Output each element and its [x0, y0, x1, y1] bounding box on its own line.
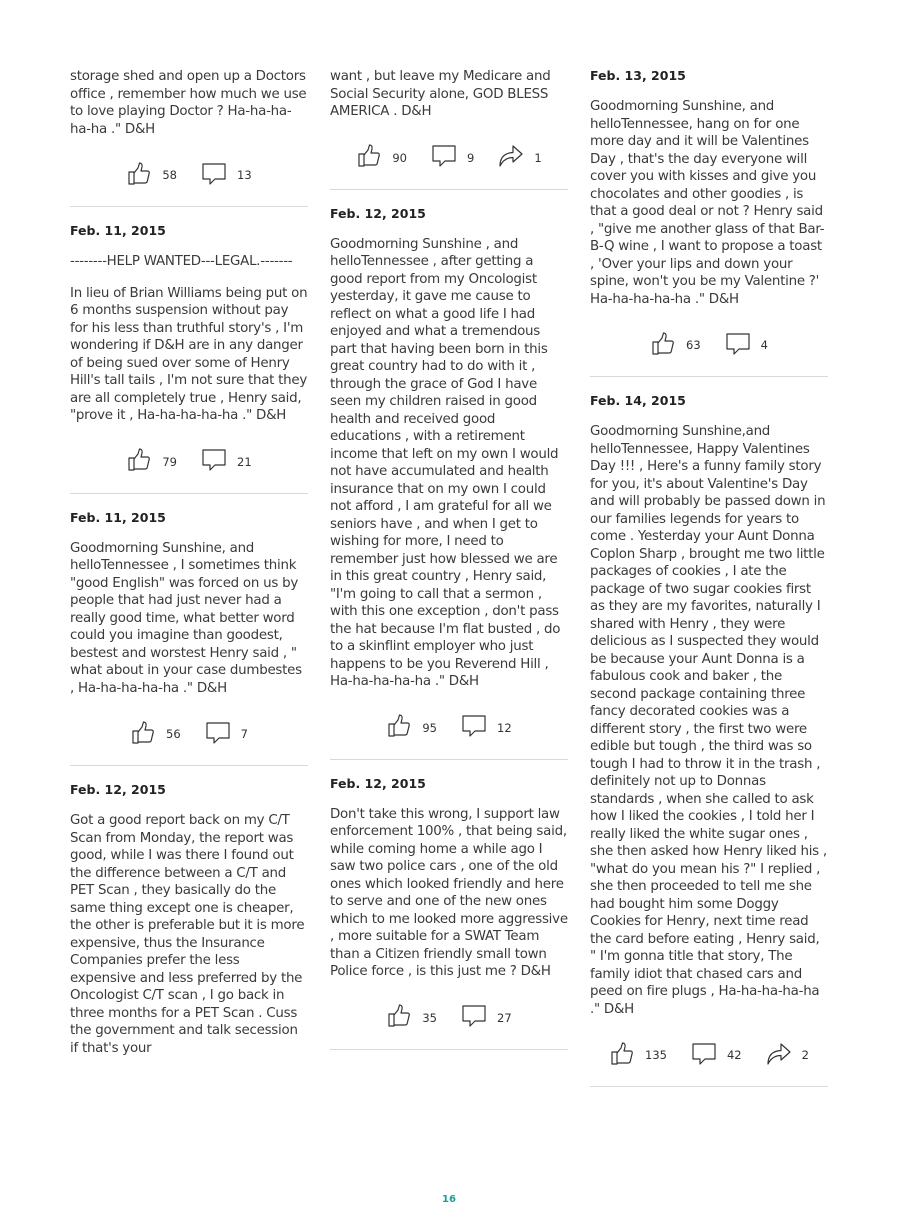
- post-text: Goodmorning Sunshine, and helloTennessee , I sometimes think "good English" was forced on us by people that had just never had a really good time, what better word could you imagine than goodest, bestest and worstest Henry said , " what about in your case dumbestes , Ha-ha-ha-ha-ha ." D&H: [70, 540, 306, 696]
- post-date: Feb. 13, 2015: [590, 68, 686, 83]
- post-text: In lieu of Brian Williams being put on 6 months suspension without pay for his less than truthful story's , I'm wondering if D&H are in any danger of being sued over some of Henry Hill's tall tails , I'm not sure that they are all completely true , Henry said, "prove it , Ha-ha-ha-ha-ha ." D&H: [70, 285, 312, 423]
- post-date: Feb. 12, 2015: [330, 205, 426, 221]
- share-count: 1: [534, 150, 542, 165]
- reaction-bar: [590, 328, 828, 362]
- comment-count: 4: [760, 338, 768, 352]
- thumbs-up-icon: [126, 447, 152, 476]
- post-divider: [330, 1049, 568, 1050]
- like-count: 35: [422, 1010, 437, 1025]
- post: [70, 510, 308, 767]
- comment-count: 27: [497, 1010, 512, 1025]
- post: [70, 68, 311, 207]
- post-date: Feb. 14, 2015: [590, 393, 686, 408]
- comment-icon: [201, 447, 227, 476]
- post: [70, 782, 308, 1057]
- comment-count: 7: [240, 727, 248, 741]
- column-2: [330, 68, 572, 1050]
- like-count: 95: [422, 720, 437, 735]
- share-icon: [766, 1041, 792, 1070]
- share-button[interactable]: [766, 1041, 809, 1070]
- post-date: Feb. 11, 2015: [70, 223, 166, 238]
- column-3: [590, 68, 831, 1087]
- reaction-bar: [330, 711, 568, 745]
- like-button[interactable]: [356, 143, 407, 172]
- comment-button[interactable]: [205, 720, 248, 749]
- post-text: Goodmorning Sunshine, and helloTennessee, hang on for one more day and it will be Valentines Day , that's the day everyone will cover you with kisses and give you chocolates and other goodies , is that a good deal or not ? Henry said , "give me another glass of that Bar-B-Q wine , I want to propose a toast , 'Over your lips and down your spine, won't you be my Valentine ?' Ha-ha-ha-ha-ha ." D&H: [590, 99, 827, 307]
- post-divider: [70, 206, 308, 207]
- column-1: [70, 68, 312, 1071]
- reaction-bar: [70, 445, 308, 479]
- thumbs-up-icon: [356, 143, 382, 172]
- comment-count: 13: [237, 168, 252, 182]
- like-count: 56: [166, 727, 181, 741]
- page-number: 16: [442, 1194, 456, 1205]
- like-button[interactable]: [130, 720, 181, 749]
- thumbs-up-icon: [609, 1041, 635, 1070]
- share-button[interactable]: [498, 143, 541, 172]
- like-count: 58: [162, 168, 177, 182]
- post-date: Feb. 12, 2015: [330, 775, 426, 791]
- post: [590, 393, 831, 1087]
- post: [330, 206, 568, 760]
- post-date: Feb. 12, 2015: [70, 782, 166, 797]
- post-text: Don't take this wrong, I support law enforcement 100% , that being said, while coming home a while ago I saw two police cars , one of the old ones which looked friendly and here to serve and one of the new ones which to me looked more aggressive , more suitable for a SWAT Team than a Citizen friendly small town Police force , is this just me ? D&H: [330, 806, 572, 979]
- like-count: 135: [645, 1048, 667, 1062]
- post-text: Goodmorning Sunshine,and helloTennessee, Happy Valentines Day !!! , Here's a funny family story for you, it's about Valentine's Day and will probably be passed down in our families legends for years to come . Yesterday your Aunt Donna Coplon Sharp , brought me two little packages of cookies , I ate the package of two sugar cookies first as they are my favorites, naturally I shared with Henry , they were delicious as I suspected they would be because your Aunt Donna is a fabulous cook and baker , the second package containing three fancy decorated cookies was a different story , the first two were edible but tough , the third was so tough I had to throw it in the trash , definitely not up to Donnas standards , when she called to ask how I liked the cookies , I told her I really liked the white sugar ones , she then asked how Henry liked his , "what do you mean his ?" I replied , she then proceeded to tell me she had bought him some Doggy Cookies for Henry, next time read the card before eating , Henry said, " I'm gonna title that story, The family idiot that chased cars and peed on fire plugs , Ha-ha-ha-ha-ha ." D&H: [590, 424, 831, 1017]
- thumbs-up-icon: [386, 713, 412, 742]
- comment-count: 9: [466, 150, 475, 165]
- comment-icon: [725, 331, 751, 360]
- comment-count: 12: [497, 720, 512, 735]
- comment-icon: [205, 720, 231, 749]
- share-icon: [498, 143, 524, 172]
- post-divider: [590, 376, 828, 377]
- comment-button[interactable]: [201, 161, 252, 190]
- reaction-bar: [330, 1001, 568, 1035]
- comment-button[interactable]: [431, 143, 474, 172]
- post: [330, 775, 572, 1050]
- comment-icon: [691, 1041, 717, 1070]
- thumbs-up-icon: [126, 161, 152, 190]
- like-button[interactable]: [386, 713, 437, 742]
- comment-count: 42: [726, 1048, 742, 1062]
- comment-icon: [461, 1003, 487, 1032]
- share-count: 2: [801, 1048, 809, 1062]
- thumbs-up-icon: [386, 1003, 412, 1032]
- post-date: Feb. 11, 2015: [70, 509, 166, 525]
- like-button[interactable]: [126, 447, 177, 476]
- reaction-bar: [70, 158, 308, 192]
- comment-icon: [431, 143, 457, 172]
- like-button[interactable]: [609, 1041, 667, 1070]
- post-text: Got a good report back on my C/T Scan from Monday, the report was good, while I was there I found out the difference between a C/T and PET Scan , they basically do the same thing except one is cheaper, the other is preferable but it is more expensive, thus the Insurance Companies prefer the less expensive and less preferred by the Oncologist C/T scan , I go back in three months for a PET Scan . Cuss the government and talk secession if that's your: [70, 813, 309, 1056]
- comment-button[interactable]: [201, 447, 252, 476]
- like-count: 63: [686, 338, 701, 352]
- comment-icon: [201, 161, 227, 190]
- like-button[interactable]: [126, 161, 177, 190]
- post: [330, 68, 568, 190]
- comment-icon: [461, 713, 487, 742]
- post-text: want , but leave my Medicare and Social Security alone, GOD BLESS AMERICA . D&H: [330, 69, 555, 119]
- post-divider: [330, 189, 568, 190]
- post: [70, 223, 312, 494]
- post-divider: [330, 759, 568, 760]
- post-divider: [70, 765, 308, 766]
- like-count: 90: [392, 150, 407, 165]
- post-divider: [590, 1086, 828, 1087]
- reaction-bar: [590, 1038, 828, 1072]
- comment-button[interactable]: [461, 713, 512, 742]
- post-text: --------HELP WANTED---LEGAL.-------: [70, 254, 293, 269]
- post-text: storage shed and open up a Doctors office , remember how much we use to love playing Doctor ? Ha-ha-ha-ha-ha ." D&H: [70, 69, 311, 137]
- comment-button[interactable]: [725, 331, 768, 360]
- post-divider: [70, 493, 308, 494]
- post: [590, 68, 828, 377]
- like-count: 79: [162, 454, 177, 469]
- like-button[interactable]: [650, 331, 701, 360]
- thumbs-up-icon: [130, 720, 156, 749]
- like-button[interactable]: [386, 1003, 437, 1032]
- reaction-bar: [330, 141, 568, 175]
- comment-button[interactable]: [691, 1041, 742, 1070]
- reaction-bar: [70, 717, 308, 751]
- comment-button[interactable]: [461, 1003, 512, 1032]
- comment-count: 21: [237, 454, 252, 469]
- post-text: Goodmorning Sunshine , and helloTennessee , after getting a good report from my Oncologist yesterday, it gave me cause to reflect on what a good life I had enjoyed and what a tremendous part that having been born in this great country had to do with it , through the grace of God I have seen my children raised in good health and received good educations , with a retirement income that left on my own I would not have accumulated and health insurance that on my own I could not afford , I am grateful for all we seniors have , and when I get to wishing for more, I need to remember just how blessed we are in this great country , Henry said, "I'm going to call that a sermon , with this one exception , don't pass the hat because I'm flat busted , do to a skinflint employer who just happens to be you Reverend Hill , Ha-ha-ha-ha-ha ." D&H: [330, 236, 565, 689]
- thumbs-up-icon: [650, 331, 676, 360]
